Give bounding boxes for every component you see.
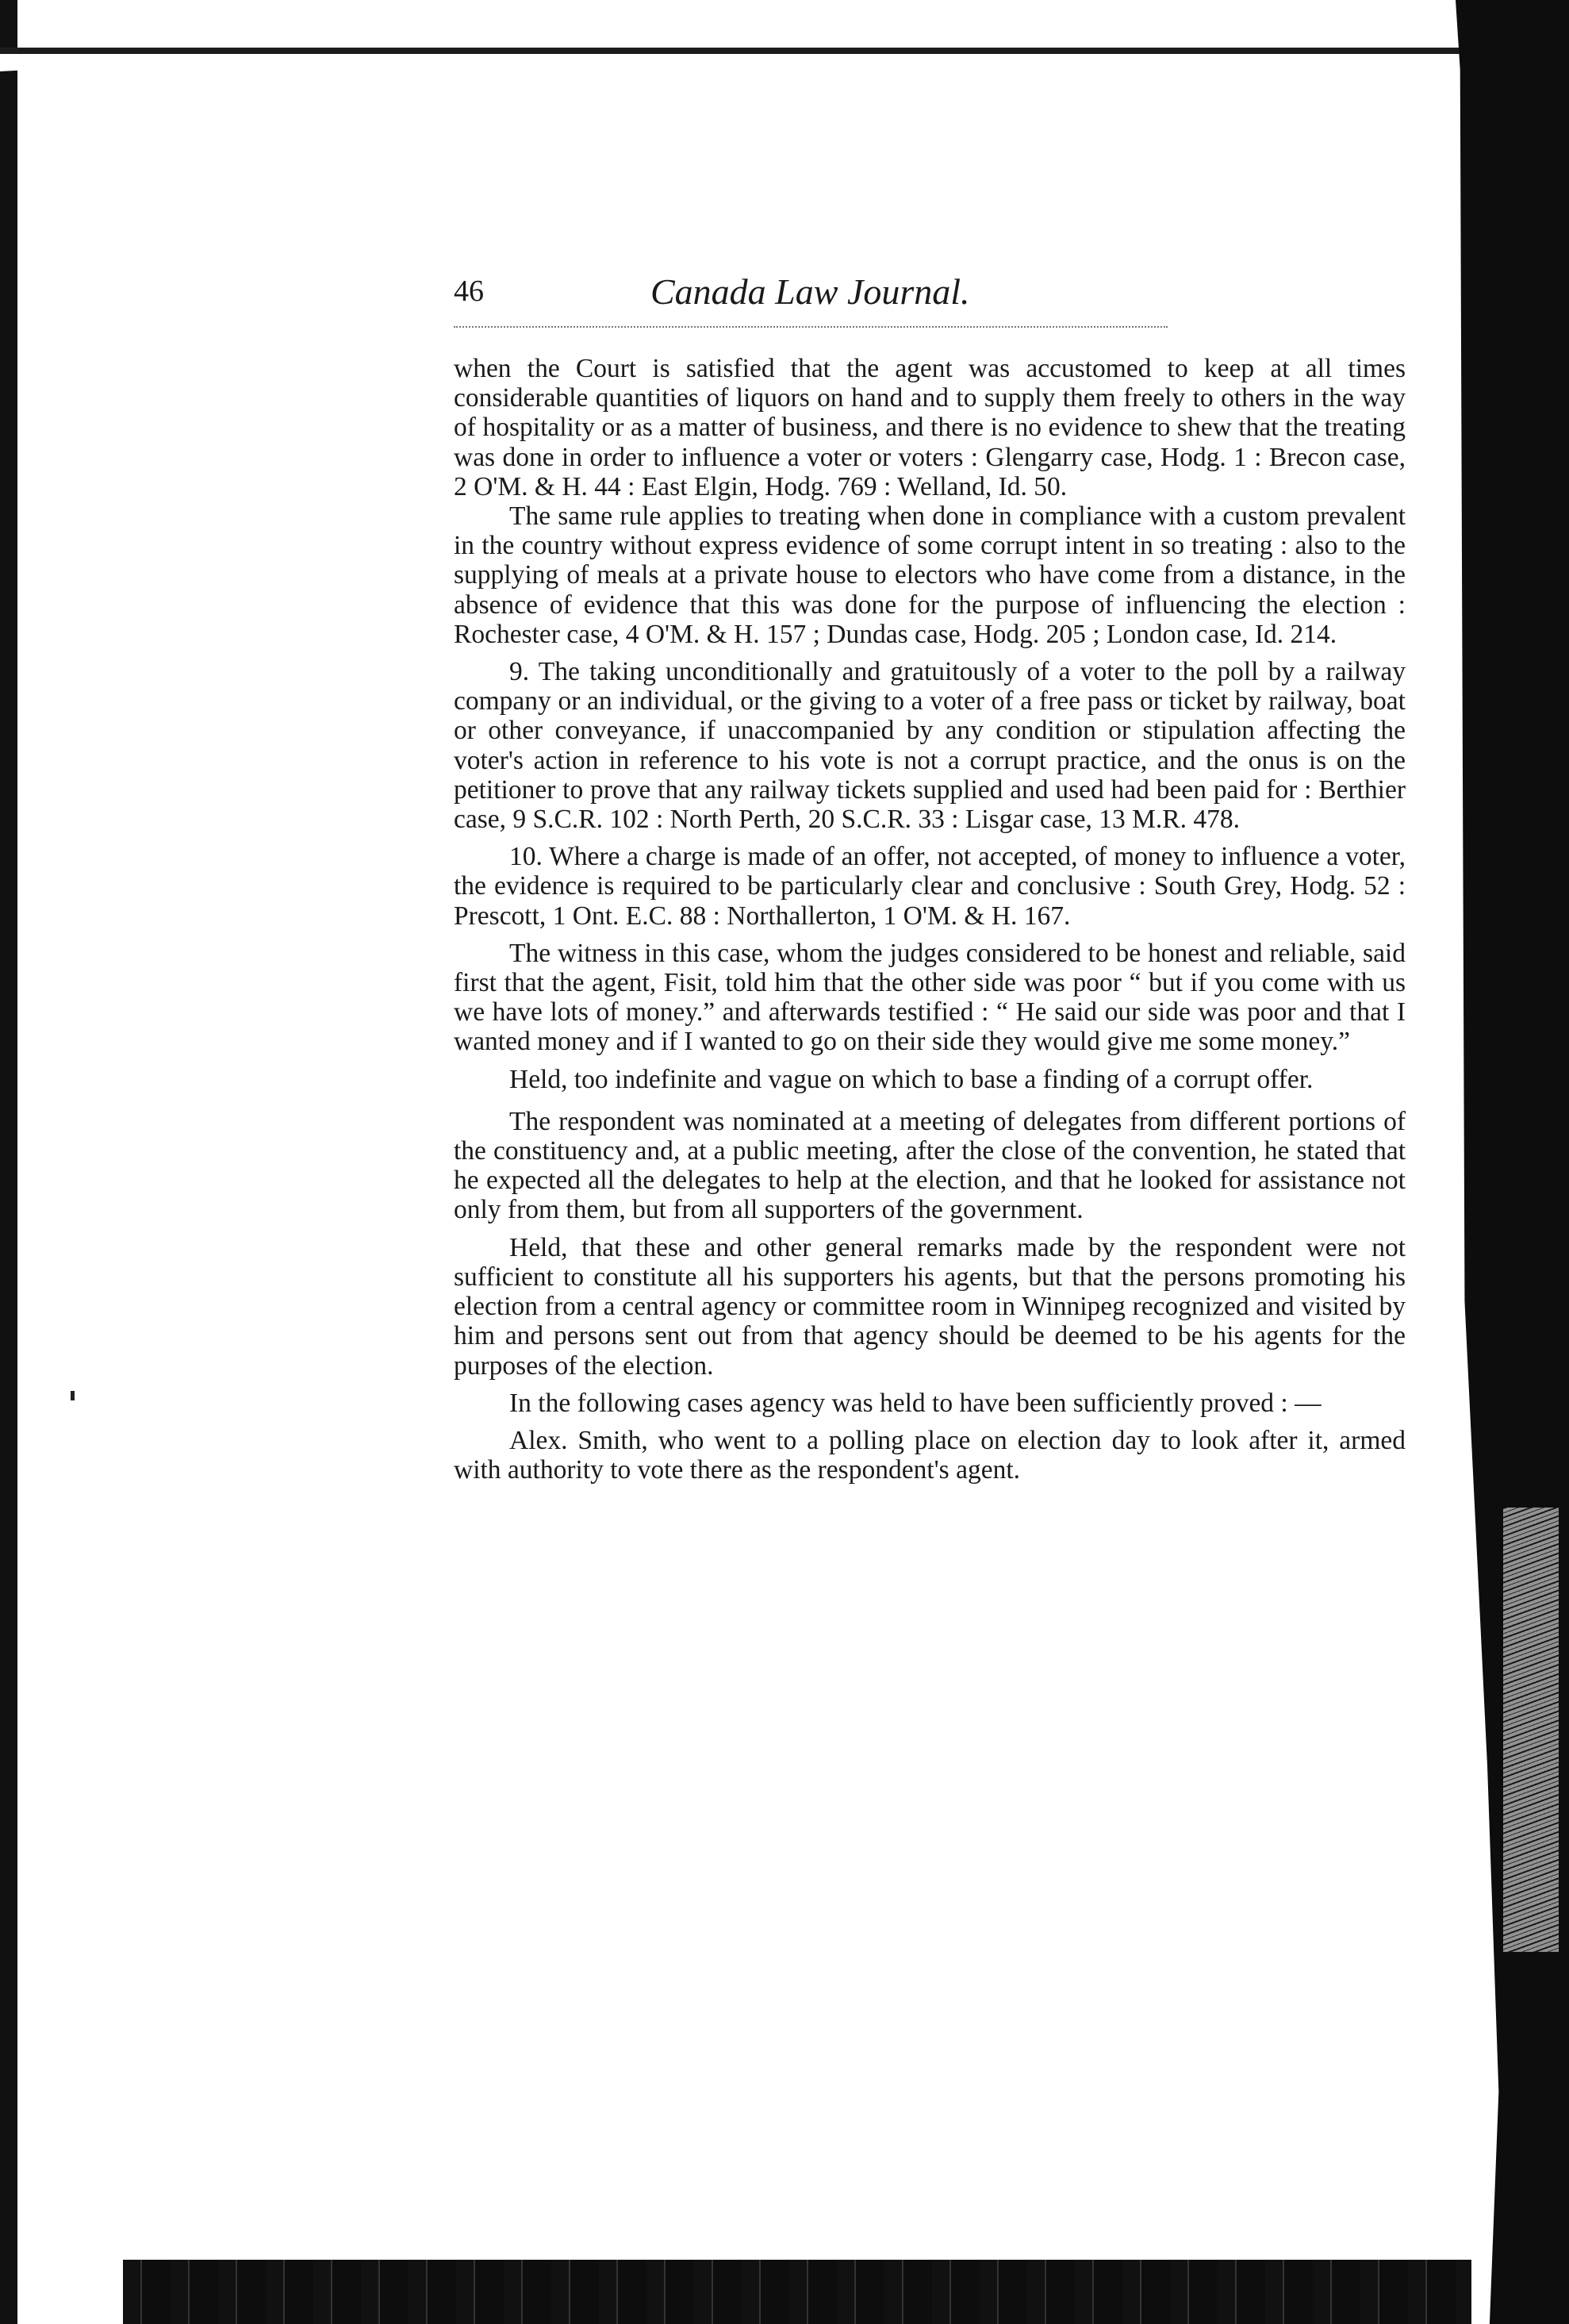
- page-header: [454, 271, 1406, 329]
- paragraph: The same rule applies to treating when done in compliance with a custom prevalent in the country without express evidence of some corrupt intent in so treating : also to the supplying of meals at a private house to electors who have come from a distance, in the absence of evidence that this was done for the purpose of influencing the election : Rochester case, 4 O'M. & H. 157 ; Dundas case, Hodg. 205 ; London case, Id. 214.: [454, 501, 1406, 649]
- paragraph: Alex. Smith, who went to a polling place on election day to look after it, armed with authority to vote there as the respondent's agent.: [454, 1425, 1406, 1485]
- paragraph: Held, too indefinite and vague on which to base a finding of a corrupt offer.: [509, 1064, 1314, 1094]
- page-body: [454, 354, 1406, 1485]
- scan-edge-noise: [1503, 1508, 1559, 1952]
- paragraph: 9. The taking unconditionally and gratuitously of a voter to the poll by a railway company or an individual, or the giving to a voter of a free pass or ticket by railway, boat or other conveyance, if unaccompanied by any condition or stipulation affecting the voter's action in reference to his vote is not a corrupt practice, and the onus is on the petitioner to prove that any railway tickets supplied and used had been paid for : Berthier case, 9 S.C.R. 102 : North Perth, 20 S.C.R. 33 : Lisgar case, 13 M.R. 478.: [454, 657, 1406, 835]
- paragraph: Held, that these and other general remarks made by the respondent were not sufficient to constitute all his supporters his agents, but that the persons promoting his election from a central agency or committee room in Winnipeg recognized and visited by him and persons sent out from that agency should be deemed to be his agents for the purposes of the election.: [454, 1232, 1406, 1381]
- paragraph: when the Court is satisfied that the agent was accustomed to keep at all times considerable quantities of liquors on hand and to supply them freely to others in the way of hospitality or as a matter of business, and there is no evidence to shew that the treating was done in order to influence a voter or voters : Glengarry case, Hodg. 1 : Brecon case, 2 O'M. & H. 44 : East Elgin, Hodg. 769 : Welland, Id. 50.: [454, 354, 1406, 501]
- scan-right-border: [1456, 0, 1569, 2324]
- page-number: 46: [454, 275, 484, 308]
- scan-bottom-border: [123, 2260, 1471, 2324]
- paragraph: The witness in this case, whom the judges considered to be honest and reliable, said first that the agent, Fisit, told him that the other side was poor “ but if you come with us we have lots of money.” and afterwards testified : “ He said our side was poor and that I wanted money and if I wanted to go on their side they would give me some money.”: [454, 938, 1406, 1057]
- scan-left-border: [0, 0, 17, 2324]
- scan-top-edge: [0, 48, 1467, 71]
- paragraph: The respondent was nominated at a meeting of delegates from different portions of the constituency and, at a public meeting, after the close of the convention, he stated that he expected all the delegates to help at the election, and that he looked for assistance not only from them, but from all supporters of the government.: [454, 1106, 1406, 1225]
- paragraph: In the following cases agency was held to have been sufficiently proved : —: [509, 1388, 1322, 1418]
- running-title: Canada Law Journal.: [650, 271, 970, 312]
- scan-stray-mark: [71, 1391, 75, 1400]
- header-rule: [454, 326, 1168, 328]
- paragraph: 10. Where a charge is made of an offer, not accepted, of money to influence a voter, the evidence is required to be particularly clear and conclusive : South Grey, Hodg. 52 : Prescott, 1 Ont. E.C. 88 : Northallerton, 1 O'M. & H. 167.: [454, 842, 1406, 931]
